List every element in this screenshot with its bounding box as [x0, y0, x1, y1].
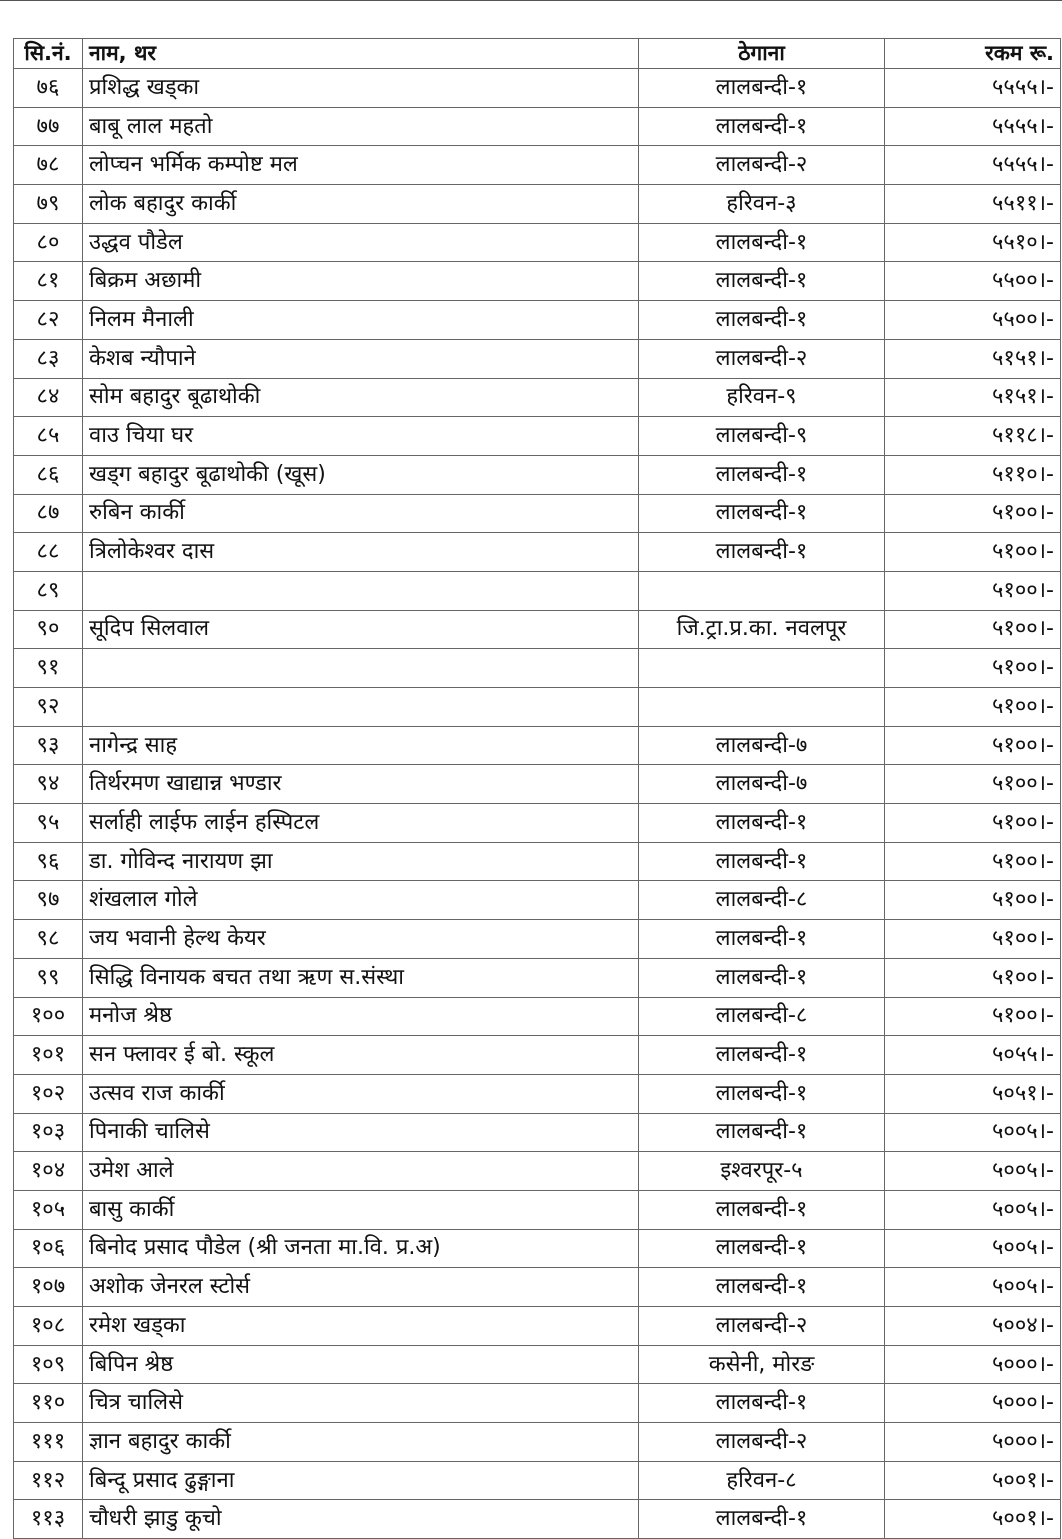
name-cell: चित्र चालिसे: [83, 1384, 639, 1423]
address-cell: लालबन्दी-१: [639, 455, 885, 494]
serial-number-cell: १०८: [14, 1307, 83, 1346]
name-cell: जय भवानी हेल्थ केयर: [83, 920, 639, 959]
address-cell: हरिवन-८: [639, 1461, 885, 1500]
amount-cell: ५१५१।-: [885, 339, 1061, 378]
serial-number-cell: ९६: [14, 842, 83, 881]
serial-number-cell: १०४: [14, 1152, 83, 1191]
name-cell: बिन्दू प्रसाद ढुङ्गाना: [83, 1461, 639, 1500]
table-row: [14, 804, 1061, 843]
donor-table: [13, 38, 1061, 1539]
name-cell: अशोक जेनरल स्टोर्स: [83, 1268, 639, 1307]
amount-cell: ५१००।-: [885, 997, 1061, 1036]
address-cell: लालबन्दी-१: [639, 842, 885, 881]
table-row: [14, 1500, 1061, 1539]
table-row: [14, 146, 1061, 185]
amount-cell: ५१००।-: [885, 649, 1061, 688]
name-cell: रुबिन कार्की: [83, 494, 639, 533]
table-header: [14, 39, 1061, 69]
name-cell: बिक्रम अछामी: [83, 262, 639, 301]
name-cell: खड्ग बहादुर बूढाथोकी (खूस): [83, 455, 639, 494]
name-cell: केशब न्यौपाने: [83, 339, 639, 378]
address-cell: हरिवन-९: [639, 378, 885, 417]
address-cell: लालबन्दी-१: [639, 1190, 885, 1229]
name-cell: त्रिलोकेश्वर दास: [83, 533, 639, 572]
address-cell: लालबन्दी-९: [639, 417, 885, 456]
address-cell: लालबन्दी-१: [639, 1074, 885, 1113]
serial-number-cell: ८०: [14, 223, 83, 262]
table-row: [14, 378, 1061, 417]
address-cell: लालबन्दी-१: [639, 69, 885, 108]
serial-number-cell: ९२: [14, 688, 83, 727]
serial-number-cell: ९०: [14, 610, 83, 649]
address-cell: लालबन्दी-१: [639, 1500, 885, 1539]
name-cell: मनोज श्रेष्ठ: [83, 997, 639, 1036]
name-cell: डा. गोविन्द नारायण झा: [83, 842, 639, 881]
table-row: [14, 1113, 1061, 1152]
address-cell: [639, 571, 885, 610]
address-cell: लालबन्दी-१: [639, 958, 885, 997]
serial-number-cell: ९४: [14, 765, 83, 804]
name-cell: बिपिन श्रेष्ठ: [83, 1345, 639, 1384]
amount-cell: ५००५।-: [885, 1113, 1061, 1152]
name-cell: बाबू लाल महतो: [83, 107, 639, 146]
serial-number-cell: ९८: [14, 920, 83, 959]
table-row: [14, 1229, 1061, 1268]
top-border-line: [0, 0, 1062, 1]
address-cell: लालबन्दी-८: [639, 997, 885, 1036]
table-row: [14, 571, 1061, 610]
serial-number-cell: १०७: [14, 1268, 83, 1307]
name-cell: तिर्थरमण खाद्यान्न भण्डार: [83, 765, 639, 804]
table-row: [14, 997, 1061, 1036]
name-cell: शंखलाल गोले: [83, 881, 639, 920]
header-name: नाम, थर: [83, 39, 639, 69]
amount-cell: ५०५५।-: [885, 1036, 1061, 1075]
name-cell: सोम बहादुर बूढाथोकी: [83, 378, 639, 417]
table-row: [14, 649, 1061, 688]
amount-cell: ५१००।-: [885, 571, 1061, 610]
address-cell: लालबन्दी-२: [639, 1423, 885, 1462]
table-row: [14, 1345, 1061, 1384]
serial-number-cell: १०२: [14, 1074, 83, 1113]
table-row: [14, 1423, 1061, 1462]
serial-number-cell: ७९: [14, 185, 83, 224]
address-cell: कसेनी, मोरङ: [639, 1345, 885, 1384]
amount-cell: ५१००।-: [885, 958, 1061, 997]
name-cell: सन फ्लावर ई बो. स्कूल: [83, 1036, 639, 1075]
serial-number-cell: ७७: [14, 107, 83, 146]
address-cell: हरिवन-३: [639, 185, 885, 224]
address-cell: लालबन्दी-१: [639, 804, 885, 843]
table-row: [14, 223, 1061, 262]
address-cell: लालबन्दी-२: [639, 146, 885, 185]
amount-cell: ५१००।-: [885, 494, 1061, 533]
amount-cell: ५१००।-: [885, 726, 1061, 765]
name-cell: [83, 649, 639, 688]
serial-number-cell: ९३: [14, 726, 83, 765]
table-row: [14, 610, 1061, 649]
amount-cell: ५११८।-: [885, 417, 1061, 456]
amount-cell: ५५००।-: [885, 262, 1061, 301]
name-cell: सूदिप सिलवाल: [83, 610, 639, 649]
amount-cell: ५१००।-: [885, 881, 1061, 920]
amount-cell: ५१००।-: [885, 610, 1061, 649]
table-row: [14, 958, 1061, 997]
header-amount: रकम रू.: [885, 39, 1061, 69]
table-row: [14, 1036, 1061, 1075]
serial-number-cell: ८७: [14, 494, 83, 533]
address-cell: इश्वरपूर-५: [639, 1152, 885, 1191]
name-cell: उत्सव राज कार्की: [83, 1074, 639, 1113]
name-cell: सर्लाही लाईफ लाईन हस्पिटल: [83, 804, 639, 843]
name-cell: चौधरी झाडु कूचो: [83, 1500, 639, 1539]
name-cell: प्रशिद्ध खड्का: [83, 69, 639, 108]
name-cell: लोप्चन भर्मिक कम्पोष्ट मल: [83, 146, 639, 185]
serial-number-cell: ७८: [14, 146, 83, 185]
name-cell: [83, 571, 639, 610]
serial-number-cell: १०६: [14, 1229, 83, 1268]
serial-number-cell: ९७: [14, 881, 83, 920]
table-row: [14, 1307, 1061, 1346]
serial-number-cell: ७६: [14, 69, 83, 108]
address-cell: लालबन्दी-१: [639, 223, 885, 262]
table-row: [14, 1268, 1061, 1307]
table-row: [14, 765, 1061, 804]
serial-number-cell: ८९: [14, 571, 83, 610]
amount-cell: ५००५।-: [885, 1190, 1061, 1229]
address-cell: लालबन्दी-७: [639, 765, 885, 804]
header-address: ठेगाना: [639, 39, 885, 69]
table-row: [14, 185, 1061, 224]
table-row: [14, 107, 1061, 146]
amount-cell: ५०५१।-: [885, 1074, 1061, 1113]
name-cell: बिनोद प्रसाद पौडेल (श्री जनता मा.वि. प्र.अ): [83, 1229, 639, 1268]
address-cell: [639, 649, 885, 688]
address-cell: लालबन्दी-१: [639, 494, 885, 533]
address-cell: लालबन्दी-१: [639, 1113, 885, 1152]
amount-cell: ५५५५।-: [885, 107, 1061, 146]
amount-cell: ५००५।-: [885, 1229, 1061, 1268]
name-cell: ज्ञान बहादुर कार्की: [83, 1423, 639, 1462]
table-row: [14, 69, 1061, 108]
amount-cell: ५१००।-: [885, 533, 1061, 572]
amount-cell: ५५५५।-: [885, 146, 1061, 185]
name-cell: सिद्धि विनायक बचत तथा ऋण स.संस्था: [83, 958, 639, 997]
name-cell: उमेश आले: [83, 1152, 639, 1191]
table-row: [14, 1074, 1061, 1113]
address-cell: लालबन्दी-७: [639, 726, 885, 765]
serial-number-cell: १०३: [14, 1113, 83, 1152]
amount-cell: ५१५१।-: [885, 378, 1061, 417]
amount-cell: ५१००।-: [885, 765, 1061, 804]
table-row: [14, 339, 1061, 378]
name-cell: [83, 688, 639, 727]
amount-cell: ५११०।-: [885, 455, 1061, 494]
name-cell: लोक बहादुर कार्की: [83, 185, 639, 224]
serial-number-cell: ९१: [14, 649, 83, 688]
address-cell: लालबन्दी-१: [639, 107, 885, 146]
name-cell: नागेन्द्र साह: [83, 726, 639, 765]
serial-number-cell: ८१: [14, 262, 83, 301]
header-row: [14, 39, 1061, 69]
header-serial-number: सि.नं.: [14, 39, 83, 69]
address-cell: लालबन्दी-८: [639, 881, 885, 920]
table-row: [14, 881, 1061, 920]
amount-cell: ५०००।-: [885, 1384, 1061, 1423]
serial-number-cell: १०१: [14, 1036, 83, 1075]
serial-number-cell: १०९: [14, 1345, 83, 1384]
table-row: [14, 1461, 1061, 1500]
serial-number-cell: ८८: [14, 533, 83, 572]
amount-cell: ५१००।-: [885, 842, 1061, 881]
amount-cell: ५००५।-: [885, 1152, 1061, 1191]
amount-cell: ५००१।-: [885, 1461, 1061, 1500]
address-cell: जि.ट्रा.प्र.का. नवलपूर: [639, 610, 885, 649]
table-body: [14, 69, 1061, 1539]
name-cell: रमेश खड्का: [83, 1307, 639, 1346]
address-cell: लालबन्दी-१: [639, 920, 885, 959]
address-cell: लालबन्दी-२: [639, 1307, 885, 1346]
address-cell: लालबन्दी-१: [639, 533, 885, 572]
address-cell: [639, 688, 885, 727]
table-row: [14, 455, 1061, 494]
serial-number-cell: ११०: [14, 1384, 83, 1423]
table-row: [14, 1190, 1061, 1229]
amount-cell: ५१००।-: [885, 688, 1061, 727]
table-row: [14, 726, 1061, 765]
serial-number-cell: १०५: [14, 1190, 83, 1229]
serial-number-cell: १११: [14, 1423, 83, 1462]
amount-cell: ५०००।-: [885, 1345, 1061, 1384]
name-cell: पिनाकी चालिसे: [83, 1113, 639, 1152]
serial-number-cell: ११२: [14, 1461, 83, 1500]
serial-number-cell: १००: [14, 997, 83, 1036]
amount-cell: ५५१०।-: [885, 223, 1061, 262]
address-cell: लालबन्दी-१: [639, 1036, 885, 1075]
address-cell: लालबन्दी-१: [639, 262, 885, 301]
amount-cell: ५००४।-: [885, 1307, 1061, 1346]
amount-cell: ५५००।-: [885, 301, 1061, 340]
name-cell: निलम मैनाली: [83, 301, 639, 340]
amount-cell: ५००५।-: [885, 1268, 1061, 1307]
table-row: [14, 301, 1061, 340]
address-cell: लालबन्दी-१: [639, 1229, 885, 1268]
serial-number-cell: ८२: [14, 301, 83, 340]
table-row: [14, 688, 1061, 727]
address-cell: लालबन्दी-१: [639, 301, 885, 340]
amount-cell: ५५५५।-: [885, 69, 1061, 108]
amount-cell: ५५११।-: [885, 185, 1061, 224]
table-row: [14, 1384, 1061, 1423]
table-row: [14, 842, 1061, 881]
serial-number-cell: ९९: [14, 958, 83, 997]
amount-cell: ५००१।-: [885, 1500, 1061, 1539]
amount-cell: ५१००।-: [885, 920, 1061, 959]
address-cell: लालबन्दी-२: [639, 339, 885, 378]
serial-number-cell: ९५: [14, 804, 83, 843]
table-row: [14, 494, 1061, 533]
name-cell: वाउ चिया घर: [83, 417, 639, 456]
table-row: [14, 417, 1061, 456]
table-row: [14, 1152, 1061, 1191]
name-cell: बासु कार्की: [83, 1190, 639, 1229]
serial-number-cell: ११३: [14, 1500, 83, 1539]
address-cell: लालबन्दी-१: [639, 1268, 885, 1307]
table-row: [14, 533, 1061, 572]
name-cell: उद्धव पौडेल: [83, 223, 639, 262]
address-cell: लालबन्दी-१: [639, 1384, 885, 1423]
amount-cell: ५१००।-: [885, 804, 1061, 843]
serial-number-cell: ८५: [14, 417, 83, 456]
serial-number-cell: ८६: [14, 455, 83, 494]
serial-number-cell: ८३: [14, 339, 83, 378]
amount-cell: ५०००।-: [885, 1423, 1061, 1462]
serial-number-cell: ८४: [14, 378, 83, 417]
table-row: [14, 262, 1061, 301]
table-row: [14, 920, 1061, 959]
